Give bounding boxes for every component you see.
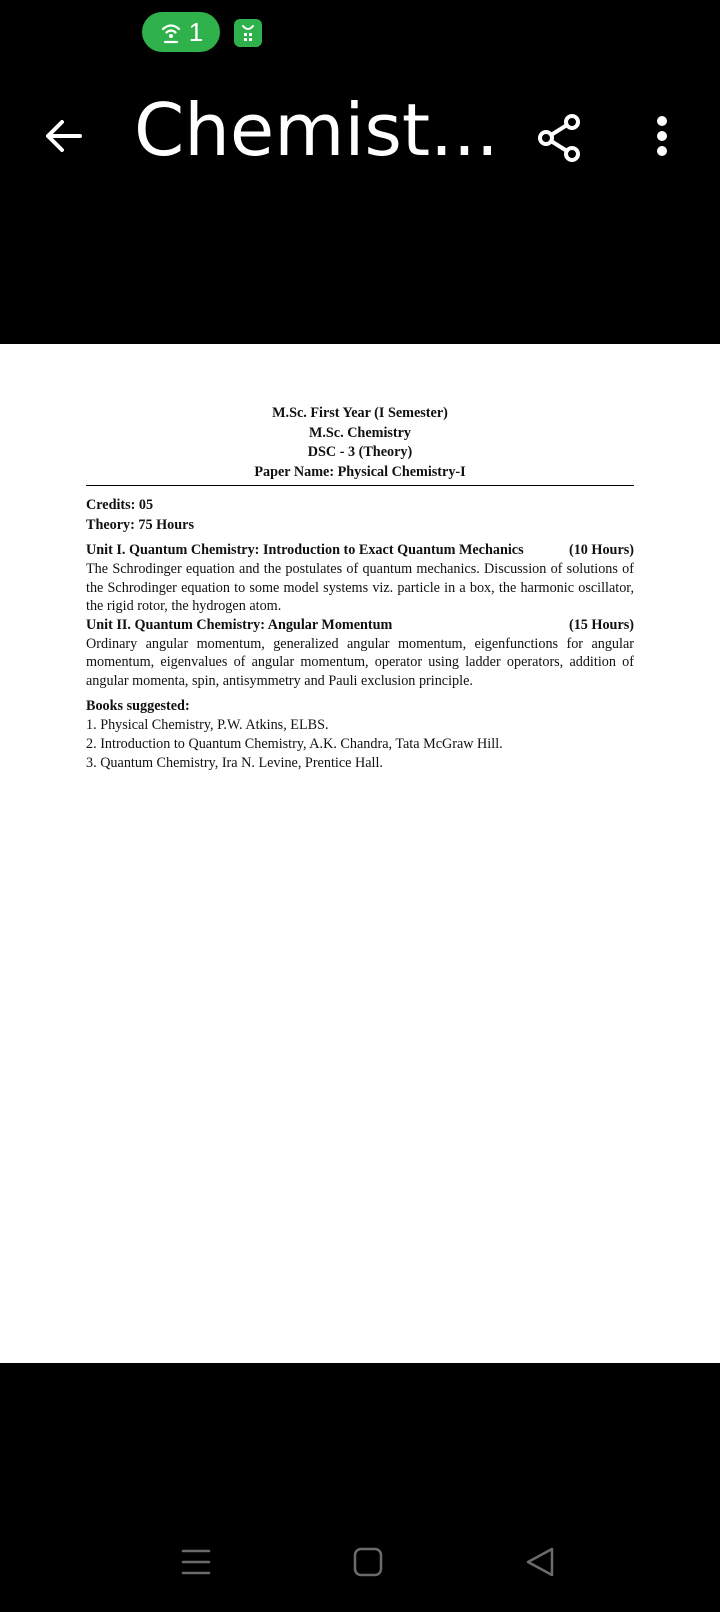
nav-back-button[interactable] — [524, 1546, 556, 1578]
unit-1-body: The Schrodinger equation and the postulates of quantum mechanics. Discussion of solutions of the Schrodinger equation to some model systems viz. particle in a box, the harmonic oscillator, the rigid rotor, the hydrogen atom. — [86, 561, 634, 615]
share-icon — [534, 112, 586, 164]
more-vertical-icon — [644, 112, 680, 164]
share-button[interactable] — [534, 112, 586, 164]
document-title: Chemist... — [134, 88, 499, 172]
more-options-button[interactable] — [644, 112, 680, 164]
book-item-2: 2. Introduction to Quantum Chemistry, A.K. Chandra, Tata McGraw Hill. — [86, 736, 503, 753]
recent-apps-button[interactable] — [180, 1546, 212, 1578]
document-content — [86, 404, 634, 773]
credits: Credits: 05 — [86, 497, 154, 513]
unit-2-heading — [86, 616, 634, 635]
home-icon — [352, 1546, 384, 1578]
arrow-left-icon — [40, 112, 88, 160]
unit-1-title: Unit I. Quantum Chemistry: Introduction to Exact Quantum Mechanics — [86, 542, 524, 558]
hotspot-count: 1 — [188, 17, 204, 47]
book-item-3: 3. Quantum Chemistry, Ira N. Levine, Prentice Hall. — [86, 755, 383, 772]
recent-apps-icon — [180, 1546, 212, 1578]
unit-2-title: Unit II. Quantum Chemistry: Angular Momentum — [86, 616, 393, 633]
unit-2-body: Ordinary angular momentum, generalized angular momentum, eigenfunctions for angular momentum, eigenvalues of angular momentum, operator using ladder operators, addition of angular momenta, spin, antisymmetry and Pauli exclusion principle. — [86, 635, 634, 689]
unit-1-heading — [86, 541, 634, 560]
nav-back-icon — [524, 1546, 556, 1578]
pdf-page[interactable] — [0, 344, 720, 1363]
home-button[interactable] — [352, 1546, 384, 1578]
unit-2-hours: (15 Hours) — [568, 616, 634, 633]
header-divider — [86, 485, 634, 486]
back-button[interactable] — [40, 112, 88, 160]
hotspot-icon — [159, 20, 183, 44]
header-line-3: DSC - 3 (Theory) — [307, 444, 413, 460]
hotspot-indicator[interactable] — [142, 12, 220, 52]
header-line-2: M.Sc. Chemistry — [308, 424, 412, 441]
book-item-1: 1. Physical Chemistry, P.W. Atkins, ELBS. — [86, 717, 329, 734]
header-line-4: Paper Name: Physical Chemistry-I — [254, 463, 466, 480]
unit-1-hours: (10 Hours) — [568, 542, 634, 558]
theory-hours: Theory: 75 Hours — [86, 516, 194, 533]
store-icon — [234, 19, 262, 47]
header-line-1: M.Sc. First Year (I Semester) — [272, 405, 448, 421]
books-heading: Books suggested: — [86, 697, 190, 714]
